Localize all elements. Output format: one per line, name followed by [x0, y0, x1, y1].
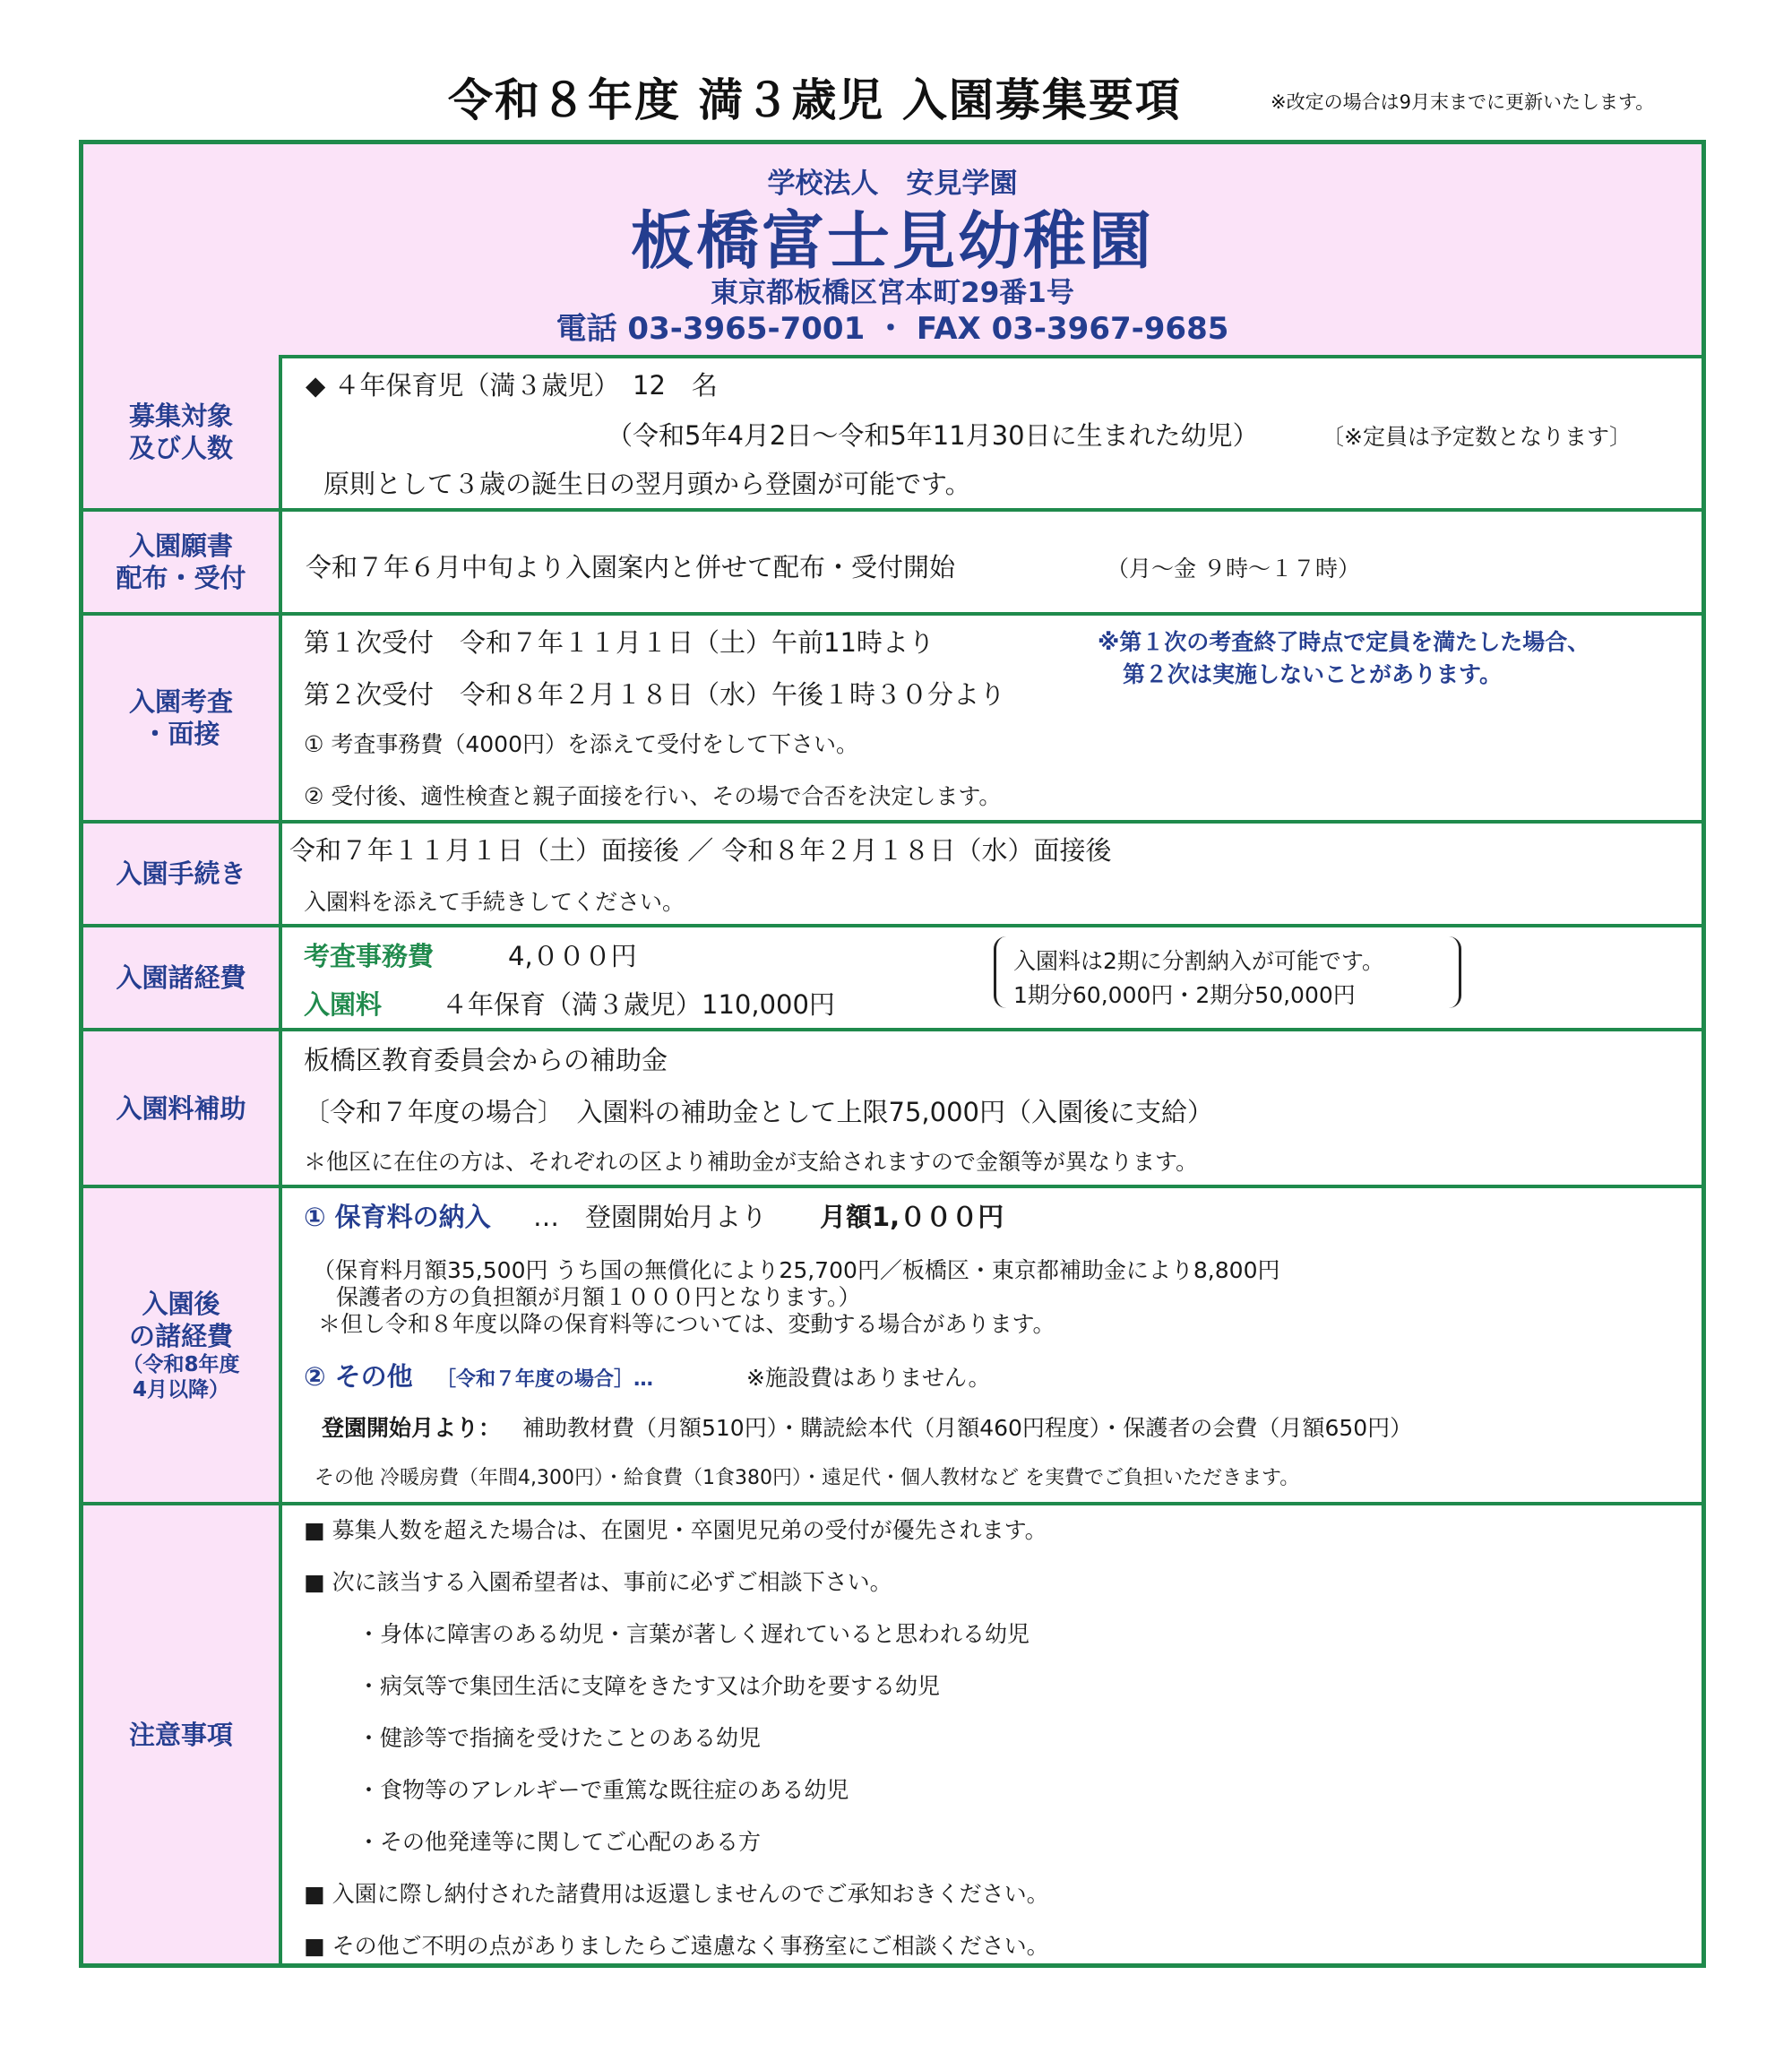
row-label	[83, 512, 282, 612]
exam-fee-label: 考査事務費	[304, 941, 435, 971]
exam-note-1: ※第１次の考査終了時点で定員を満たした場合、	[1098, 629, 1590, 655]
installment-note-1: 入園料は2期に分割納入が可能です。	[1013, 948, 1384, 974]
other-fees-heading: ② その他	[304, 1361, 413, 1392]
page-title: 令和８年度 満３歳児 入園募集要項	[448, 74, 1182, 126]
monthly-fees-head: 登園開始月より：	[322, 1415, 502, 1441]
note-line: ■ 募集人数を超えた場合は、在園児・卒園児兄弟の受付が優先されます。	[304, 1517, 1047, 1543]
row-content	[282, 616, 1702, 820]
note-line: ・健診等で指摘を受けたことのある幼児	[358, 1725, 762, 1751]
row-exam	[83, 616, 1702, 824]
other-fees-year: ［令和７年度の場合］…	[436, 1368, 654, 1391]
label-line: ・面接	[142, 719, 220, 749]
tuition-amount: 月額1,０００円	[820, 1202, 1004, 1232]
label-line: 注意事項	[128, 1719, 233, 1750]
tuition-start: … 登園開始月より	[533, 1202, 768, 1232]
row-label	[83, 355, 282, 508]
row-content	[282, 824, 1702, 924]
row-label	[83, 1031, 282, 1185]
row-label	[83, 1188, 282, 1502]
application-period: 令和７年６月中旬より入園案内と併せて配布・受付開始	[306, 552, 956, 582]
row-procedure	[83, 824, 1702, 927]
recruit-capacity-note: 〔※定員は予定数となります〕	[1322, 424, 1632, 450]
school-corporation: 学校法人 安見学園	[767, 168, 1018, 200]
exam-first: 第１次受付 令和７年１１月１日（土）午前11時より	[304, 627, 935, 658]
recruitment-table	[79, 140, 1706, 1968]
row-notes	[83, 1505, 1702, 1963]
row-label	[83, 1505, 282, 1963]
exam-note-2: 第２次は実施しないことがあります。	[1123, 661, 1503, 687]
row-label	[83, 927, 282, 1028]
subsidy-source: 板橋区教育委員会からの補助金	[304, 1045, 668, 1075]
recruit-start-rule: 原則として３歳の誕生日の翌月頭から登園が可能です。	[323, 469, 971, 499]
row-content	[282, 512, 1702, 612]
label-line: （令和8年度	[122, 1353, 240, 1376]
label-line: 配布・受付	[116, 563, 246, 593]
row-label	[83, 824, 282, 924]
monthly-fees: 補助教材費（月額510円）・購読絵本代（月額460円程度）・保護者の会費（月額650円）	[522, 1415, 1413, 1441]
label-line: 入園諸経費	[116, 962, 246, 993]
note-line: ・病気等で集団生活に支障をきたす又は介助を要する幼児	[358, 1673, 941, 1699]
label-line: 入園料補助	[116, 1092, 246, 1124]
row-content	[282, 355, 1702, 508]
recruit-count: ◆ ４年保育児（満３歳児） 12 名	[306, 370, 718, 401]
exam-item-1: ① 考査事務費（4000円）を添えて受付をして下さい。	[304, 731, 858, 757]
application-hours: （月～金 ９時～１７時）	[1107, 556, 1360, 582]
label-line: 入園考査	[128, 686, 233, 717]
update-note: ※改定の場合は9月末までに更新いたします。	[1271, 91, 1655, 113]
row-after-fees	[83, 1188, 1702, 1505]
school-header	[83, 144, 1702, 358]
tuition-breakdown: （保育料月額35,500円 うち国の無償化により25,700円／板橋区・東京都補助金により8,800円	[313, 1257, 1280, 1283]
entry-fee-amount: ４年保育（満３歳児）110,000円	[442, 989, 835, 1020]
facility-fee-note: ※施設費はありません。	[746, 1365, 991, 1391]
label-line: 4月以降）	[132, 1378, 229, 1402]
row-fees	[83, 927, 1702, 1031]
entry-fee-label: 入園料	[304, 989, 383, 1020]
row-application	[83, 512, 1702, 616]
actual-cost-fees: その他 冷暖房費（年間4,300円）・給食費（1食380円）・遠足代・個人教材など を実費でご負担いただきます。	[314, 1467, 1300, 1489]
note-line: ・その他発達等に関してご心配のある方	[358, 1829, 762, 1855]
tuition-parent-share: 保護者の方の負担額が月額１０００円となります。）	[336, 1284, 861, 1310]
row-content	[282, 1188, 1702, 1502]
label-line: 及び人数	[128, 432, 233, 463]
school-name: 板橋富士見幼稚園	[631, 204, 1154, 278]
label-line: 入園手続き	[116, 858, 246, 889]
tuition-change-note: ＊但し令和８年度以降の保育料等については、変動する場合があります。	[318, 1311, 1055, 1337]
procedure-dates: 令和７年１１月１日（土）面接後 ／ 令和８年２月１８日（水）面接後	[289, 835, 1112, 866]
recruit-birth-range: （令和5年4月2日～令和5年11月30日に生まれた幼児）	[607, 420, 1259, 451]
label-line: 入園後	[142, 1289, 220, 1319]
exam-second: 第２次受付 令和８年２月１８日（水）午後１時３０分より	[304, 679, 1006, 710]
row-label	[83, 616, 282, 820]
label-line: 募集対象	[128, 400, 233, 431]
school-address: 東京都板橋区宮本町29番1号	[711, 277, 1074, 309]
procedure-instruction: 入園料を添えて手続きしてください。	[304, 889, 685, 915]
row-subsidy	[83, 1031, 1702, 1188]
note-line: ■ 次に該当する入園希望者は、事前に必ずご相談下さい。	[304, 1569, 892, 1595]
subsidy-other-wards: ＊他区に在住の方は、それぞれの区より補助金が支給されますので金額等が異なります。	[304, 1149, 1199, 1175]
row-recruit	[83, 355, 1702, 512]
row-content	[282, 1505, 1702, 1963]
tuition-heading: ① 保育料の納入	[304, 1202, 491, 1232]
subsidy-amount: 〔令和７年度の場合〕 入園料の補助金として上限75,000円（入園後に支給）	[304, 1097, 1213, 1127]
note-line: ■ その他ご不明の点がありましたらご遠慮なく事務室にご相談ください。	[304, 1933, 1049, 1959]
note-line: ■ 入園に際し納付された諸費用は返還しませんのでご承知おきください。	[304, 1881, 1049, 1907]
exam-fee-amount: 4,０００円	[508, 941, 637, 971]
exam-item-2: ② 受付後、適性検査と親子面接を行い、その場で合否を決定します。	[304, 783, 1002, 809]
school-phone: 電話 03-3965-7001 ・ FAX 03-3967-9685	[556, 311, 1229, 347]
row-content	[282, 927, 1702, 1028]
row-content	[282, 1031, 1702, 1185]
note-line: ・身体に障害のある幼児・言葉が著しく遅れていると思われる幼児	[358, 1621, 1030, 1647]
label-line: の諸経費	[128, 1321, 233, 1351]
installment-note-2: 1期分60,000円・2期分50,000円	[1013, 982, 1356, 1008]
label-line: 入園願書	[128, 530, 233, 561]
note-line: ・食物等のアレルギーで重篤な既往症のある幼児	[358, 1777, 849, 1803]
